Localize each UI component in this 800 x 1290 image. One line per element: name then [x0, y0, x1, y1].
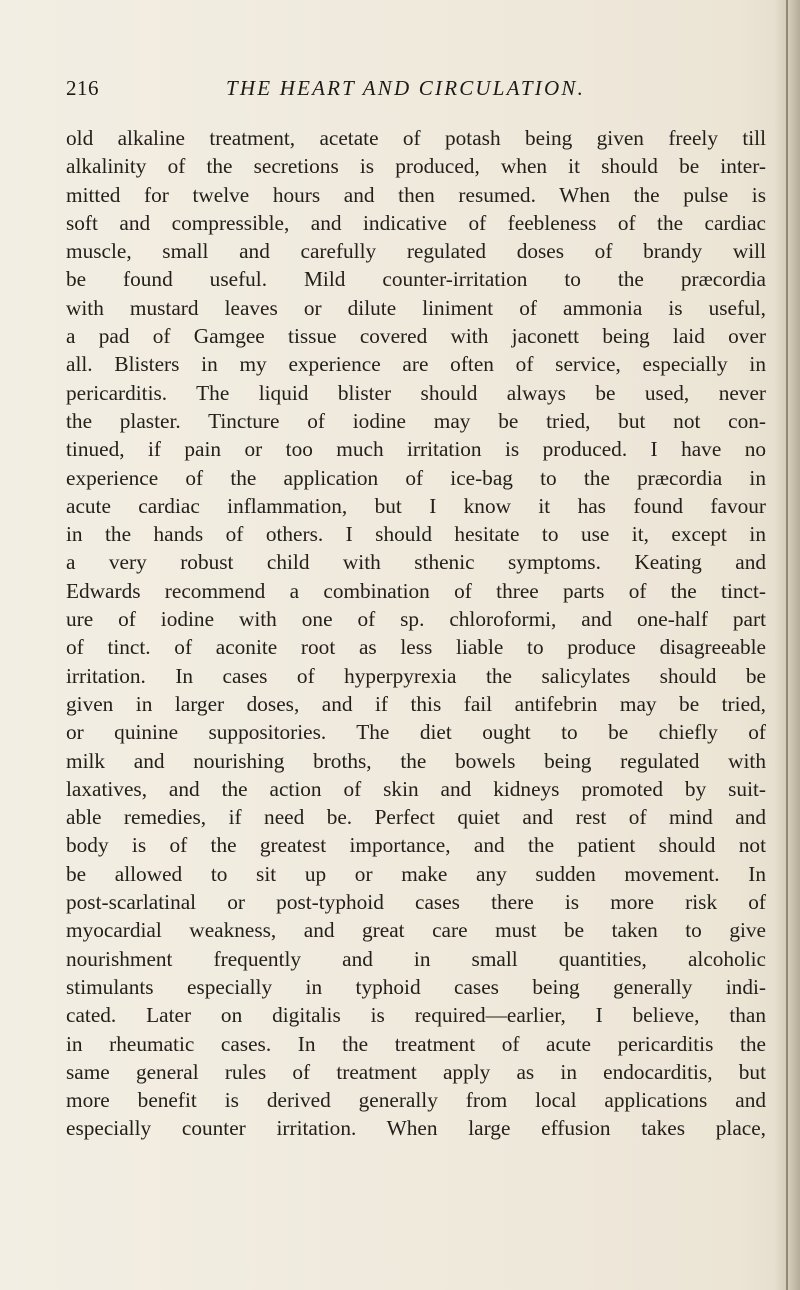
text-line: post-scarlatinal or post-typhoid cases there is more risk of [66, 890, 766, 915]
text-line: nourishment frequently and in small quantities, alcoholic [66, 946, 766, 971]
text-line: especially counter irritation. When large effusion takes place, [66, 1116, 766, 1141]
text-line: mitted for twelve hours and then resumed. When the pulse is [66, 182, 766, 207]
text-line: with mustard leaves or dilute liniment of ammonia is useful, [66, 295, 766, 320]
text-line: a pad of Gamgee tissue covered with jaconett being laid over [66, 324, 766, 349]
text-line: or quinine suppositories. The diet ought to be chiefly of [66, 720, 766, 745]
text-line: experience of the application of ice-bag to the præcordia in [66, 465, 766, 490]
text-line: myocardial weakness, and great care must be taken to give [66, 918, 766, 943]
text-line: muscle, small and carefully regulated doses of brandy will [66, 239, 766, 264]
text-line: Edwards recommend a combination of three parts of the tinct- [66, 578, 766, 603]
text-line: alkalinity of the secretions is produced, when it should be inter- [66, 154, 766, 179]
text-line: body is of the greatest importance, and the patient should not [66, 833, 766, 858]
text-line: be found useful. Mild counter-irritation to the præcordia [66, 267, 766, 292]
text-line: stimulants especially in typhoid cases being generally indi- [66, 974, 766, 999]
text-line: the plaster. Tincture of iodine may be tried, but not con- [66, 408, 766, 433]
page-header [66, 76, 756, 110]
text-line: pericarditis. The liquid blister should always be used, never [66, 380, 766, 405]
text-line: soft and compressible, and indicative of feebleness of the cardiac [66, 210, 766, 235]
text-line: old alkaline treatment, acetate of potash being given freely till [66, 126, 766, 150]
running-title: THE HEART AND CIRCULATION. [226, 76, 586, 100]
text-line: cated. Later on digitalis is required—earlier, I believe, than [66, 1003, 766, 1028]
text-line: acute cardiac inflammation, but I know it has found favour [66, 493, 766, 518]
text-line: in rheumatic cases. In the treatment of acute pericarditis the [66, 1031, 766, 1056]
text-line: more benefit is derived generally from local applications and [66, 1088, 766, 1113]
body-text [66, 124, 766, 1143]
text-line: in the hands of others. I should hesitate to use it, except in [66, 522, 766, 547]
text-line: be allowed to sit up or make any sudden movement. In [66, 861, 766, 886]
text-line: of tinct. of aconite root as less liable to produce disagreeable [66, 635, 766, 660]
page-number: 216 [66, 76, 99, 100]
text-line: given in larger doses, and if this fail antifebrin may be tried, [66, 691, 766, 716]
text-line: tinued, if pain or too much irritation is produced. I have no [66, 437, 766, 462]
text-line: laxatives, and the action of skin and kidneys promoted by suit- [66, 776, 766, 801]
text-line: able remedies, if need be. Perfect quiet and rest of mind and [66, 805, 766, 830]
text-line: irritation. In cases of hyperpyrexia the salicylates should be [66, 663, 766, 688]
page-gutter-line [786, 0, 788, 1290]
text-line: ure of iodine with one of sp. chloroformi, and one-half part [66, 607, 766, 632]
text-line: all. Blisters in my experience are often of service, especially in [66, 352, 766, 377]
text-line: a very robust child with sthenic symptoms. Keating and [66, 550, 766, 575]
text-line: same general rules of treatment apply as in endocarditis, but [66, 1059, 766, 1084]
text-line: milk and nourishing broths, the bowels being regulated with [66, 748, 766, 773]
